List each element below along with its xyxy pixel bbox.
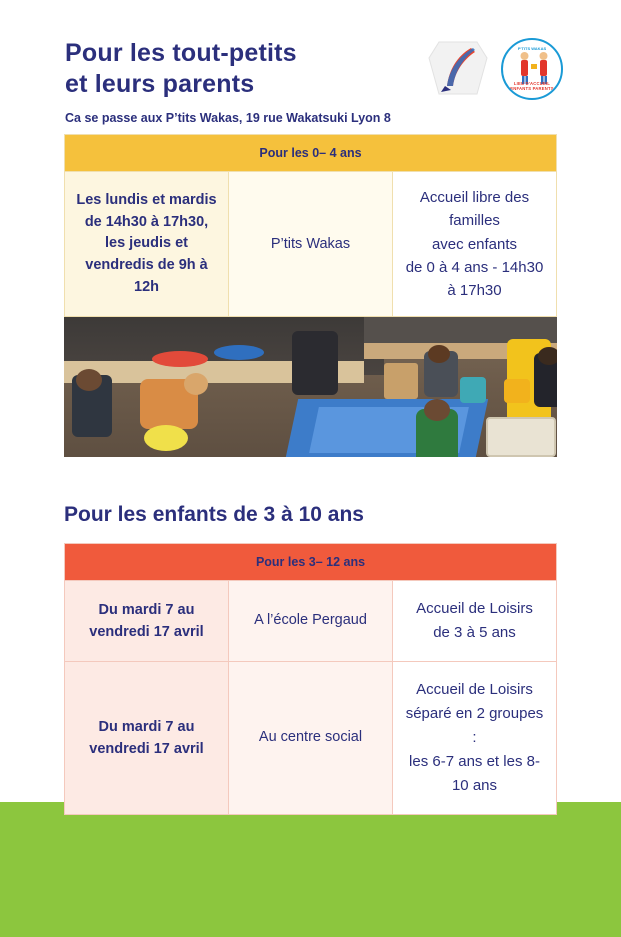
feather-logo-icon xyxy=(427,38,489,104)
children-what-2-line1: Accueil de Loisirs xyxy=(416,681,533,699)
table-row xyxy=(65,581,557,662)
toddlers-what-line2: avec enfants xyxy=(431,235,518,253)
children-where-cell-2: Au centre social xyxy=(229,662,393,815)
children-what-2-line3: les 6-7 ans et les 8-10 ans xyxy=(409,753,540,795)
logo-round-top-text: P'TITS WAKAS xyxy=(517,46,547,51)
header xyxy=(0,38,621,134)
bottom-green-band xyxy=(0,802,621,937)
children-when-cell-2: Du mardi 7 au vendredi 17 avril xyxy=(65,662,229,815)
page-title-line2: et leurs parents xyxy=(65,69,255,98)
toddlers-what-line3: de 0 à 4 ans - 14h30 à 17h30 xyxy=(405,258,544,299)
children-what-1-line1: Accueil de Loisirs xyxy=(416,600,533,618)
children-what-2-line2: séparé en 2 groupes : xyxy=(405,705,544,747)
ptits-wakas-logo-icon xyxy=(501,38,563,100)
toddlers-band-label: Pour les 0– 4 ans xyxy=(65,135,557,172)
table-band-row xyxy=(65,135,557,172)
children-band-label: Pour les 3– 12 ans xyxy=(65,544,557,581)
logo-group xyxy=(427,38,563,104)
flyer-page xyxy=(0,38,621,815)
toddlers-table xyxy=(64,134,557,317)
toddlers-what-cell xyxy=(393,172,557,317)
children-what-1-line2: de 3 à 5 ans xyxy=(433,624,516,642)
table-row xyxy=(65,172,557,317)
toddlers-what-line1: Accueil libre des familles xyxy=(419,189,530,230)
children-what-cell-1 xyxy=(393,581,557,662)
children-table xyxy=(64,543,557,815)
children-section-title: Pour les enfants de 3 à 10 ans xyxy=(64,503,364,527)
playroom-photo xyxy=(64,317,557,457)
table-band-row xyxy=(65,544,557,581)
children-where-cell-1: A l’école Pergaud xyxy=(229,581,393,662)
children-when-cell-1: Du mardi 7 au vendredi 17 avril xyxy=(65,581,229,662)
page-title-line1: Pour les tout-petits xyxy=(65,39,297,67)
logo-round-caption: LIEU D'ACCUEIL ENFANTS PARENTS xyxy=(510,81,554,91)
children-what-cell-2 xyxy=(393,662,557,815)
toddlers-where-cell: P’tits Wakas xyxy=(229,172,393,317)
table-row xyxy=(65,662,557,815)
page-subtitle: Ca se passe aux P’tits Wakas, 19 rue Wakatsuki Lyon 8 xyxy=(65,111,391,125)
playroom-photo-illustration xyxy=(64,317,557,457)
toddlers-when-cell: Les lundis et mardis de 14h30 à 17h30, les jeudis et vendredis de 9h à 12h xyxy=(65,172,229,317)
